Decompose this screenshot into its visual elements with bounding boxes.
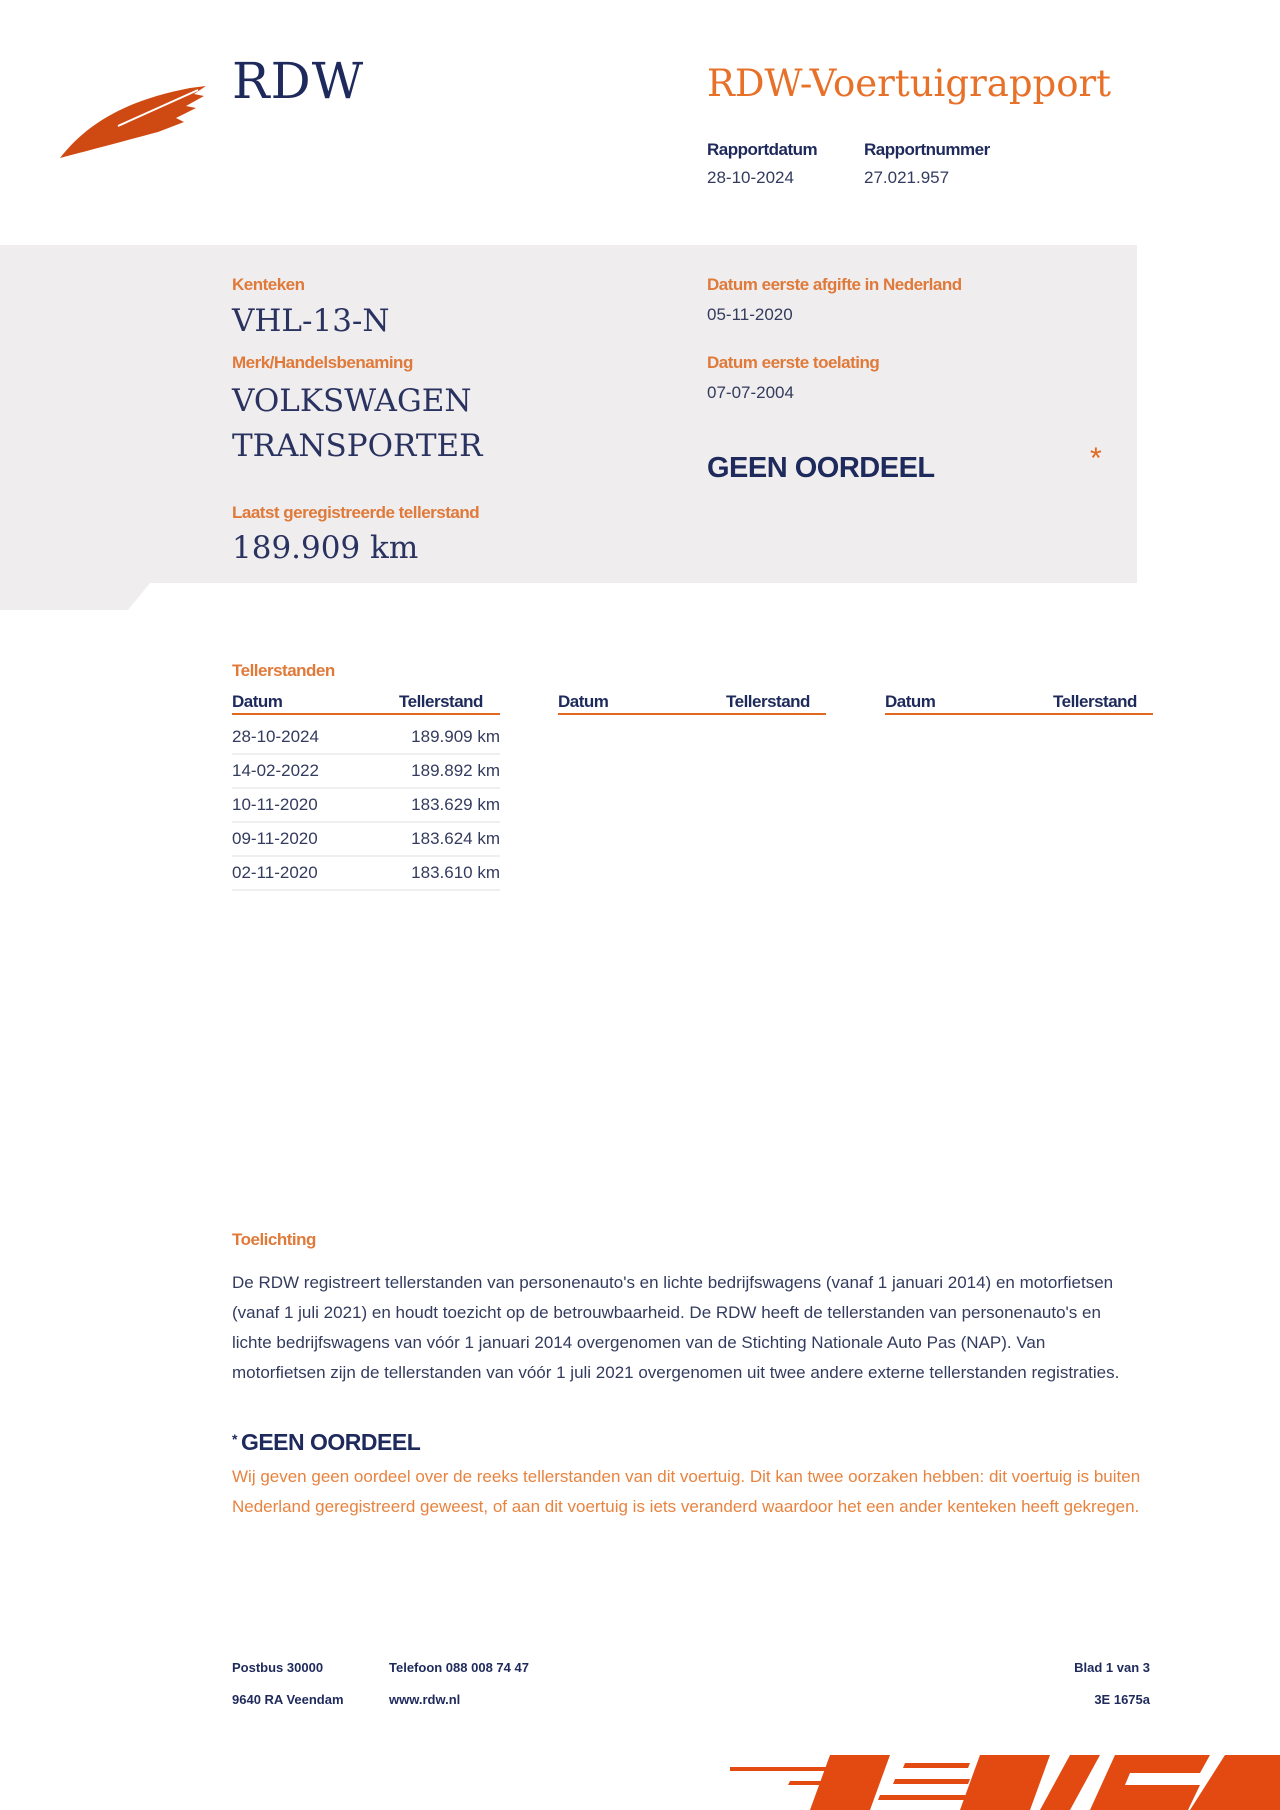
brand-value-line1: VOLKSWAGEN (232, 383, 472, 419)
footer-phone: Telefoon 088 008 74 47 (389, 1660, 529, 1675)
col-date-1: Datum (232, 692, 283, 711)
first-admission-label: Datum eerste toelating (707, 353, 880, 372)
row-date: 10-11-2020 (232, 795, 318, 814)
col-date-3: Datum (885, 692, 936, 711)
verdict-asterisk: * (1090, 442, 1102, 475)
brand-value-line2: TRANSPORTER (232, 428, 483, 464)
first-admission-value: 07-07-2004 (707, 383, 794, 402)
brand-label: Merk/Handelsbenaming (232, 353, 413, 372)
row-date: 28-10-2024 (232, 727, 319, 746)
footer-code: 3E 1675a (1094, 1692, 1150, 1707)
header-rule-1 (232, 713, 500, 715)
row-reading: 189.909 km (411, 727, 500, 746)
row-reading: 183.610 km (411, 863, 500, 882)
decorative-stripes-icon (730, 1755, 1280, 1810)
col-reading-3: Tellerstand (1053, 692, 1137, 711)
row-date: 09-11-2020 (232, 829, 318, 848)
vehicle-summary-panel (0, 245, 1137, 610)
footer-address: 9640 RA Veendam (232, 1692, 344, 1707)
table-row (232, 787, 500, 823)
verdict-note-title (232, 1429, 420, 1456)
col-reading-2: Tellerstand (726, 692, 810, 711)
verdict-note-title-text: GEEN OORDEEL (240, 1429, 421, 1455)
table-row (232, 855, 500, 891)
odometer-value: 189.909 km (232, 530, 419, 566)
rdw-logo-icon (58, 82, 208, 162)
report-date-label: Rapportdatum (707, 140, 818, 159)
verdict-badge: GEEN OORDEEL (707, 452, 935, 484)
footer-page-number: Blad 1 van 3 (1074, 1660, 1150, 1675)
footer-postbus: Postbus 30000 (232, 1660, 324, 1675)
verdict-note-marker: * (232, 1431, 237, 1447)
plate-label: Kenteken (232, 275, 305, 294)
table-row (232, 719, 500, 755)
row-reading: 189.892 km (411, 761, 500, 780)
first-registration-nl-label: Datum eerste afgifte in Nederland (707, 275, 962, 294)
table-row (232, 821, 500, 857)
row-reading: 183.624 km (411, 829, 500, 848)
plate-value: VHL-13-N (232, 303, 390, 339)
explanation-title: Toelichting (232, 1230, 316, 1249)
report-number-value: 27.021.957 (864, 168, 950, 187)
odometer-table-title: Tellerstanden (232, 661, 335, 680)
verdict-note-text: Wij geven geen oordeel over de reeks tellerstanden van dit voertuig. Dit kan twee oorzaken hebben: dit voertuig is buiten Nederland geregistreerd geweest, of aan dit voertuig is iets veranderd waardoor het een ander kenteken heeft gekregen. (232, 1467, 1141, 1516)
report-number-label: Rapportnummer (864, 140, 990, 159)
header-rule-2 (558, 713, 826, 715)
report-date-value: 28-10-2024 (707, 168, 794, 187)
page-title: RDW-Voertuigrapport (707, 62, 1112, 105)
row-date: 02-11-2020 (232, 863, 318, 882)
first-registration-nl-value: 05-11-2020 (707, 305, 793, 324)
row-reading: 183.629 km (411, 795, 500, 814)
explanation-text: De RDW registreert tellerstanden van personenauto's en lichte bedrijfswagens (vanaf 1 januari 2014) en motorfietsen (vanaf 1 juli 2021) en houdt toezicht op de betrouwbaarheid. De RDW heeft de tellerstanden van personenauto's en lichte bedrijfswagens van vóór 1 januari 2014 overgenomen van de Stichting Nationale Auto Pas (NAP). Van motorfietsen zijn de tellerstanden van vóór 1 juli 2021 overgenomen uit twee andere externe tellerstanden registraties. (232, 1273, 1120, 1382)
table-row (232, 753, 500, 789)
col-date-2: Datum (558, 692, 609, 711)
footer-website[interactable]: www.rdw.nl (389, 1692, 461, 1707)
odometer-label: Laatst geregistreerde tellerstand (232, 503, 480, 522)
row-date: 14-02-2022 (232, 761, 319, 780)
col-reading-1: Tellerstand (399, 692, 483, 711)
rdw-logo-text: RDW (232, 52, 365, 110)
header-rule-3 (885, 713, 1153, 715)
